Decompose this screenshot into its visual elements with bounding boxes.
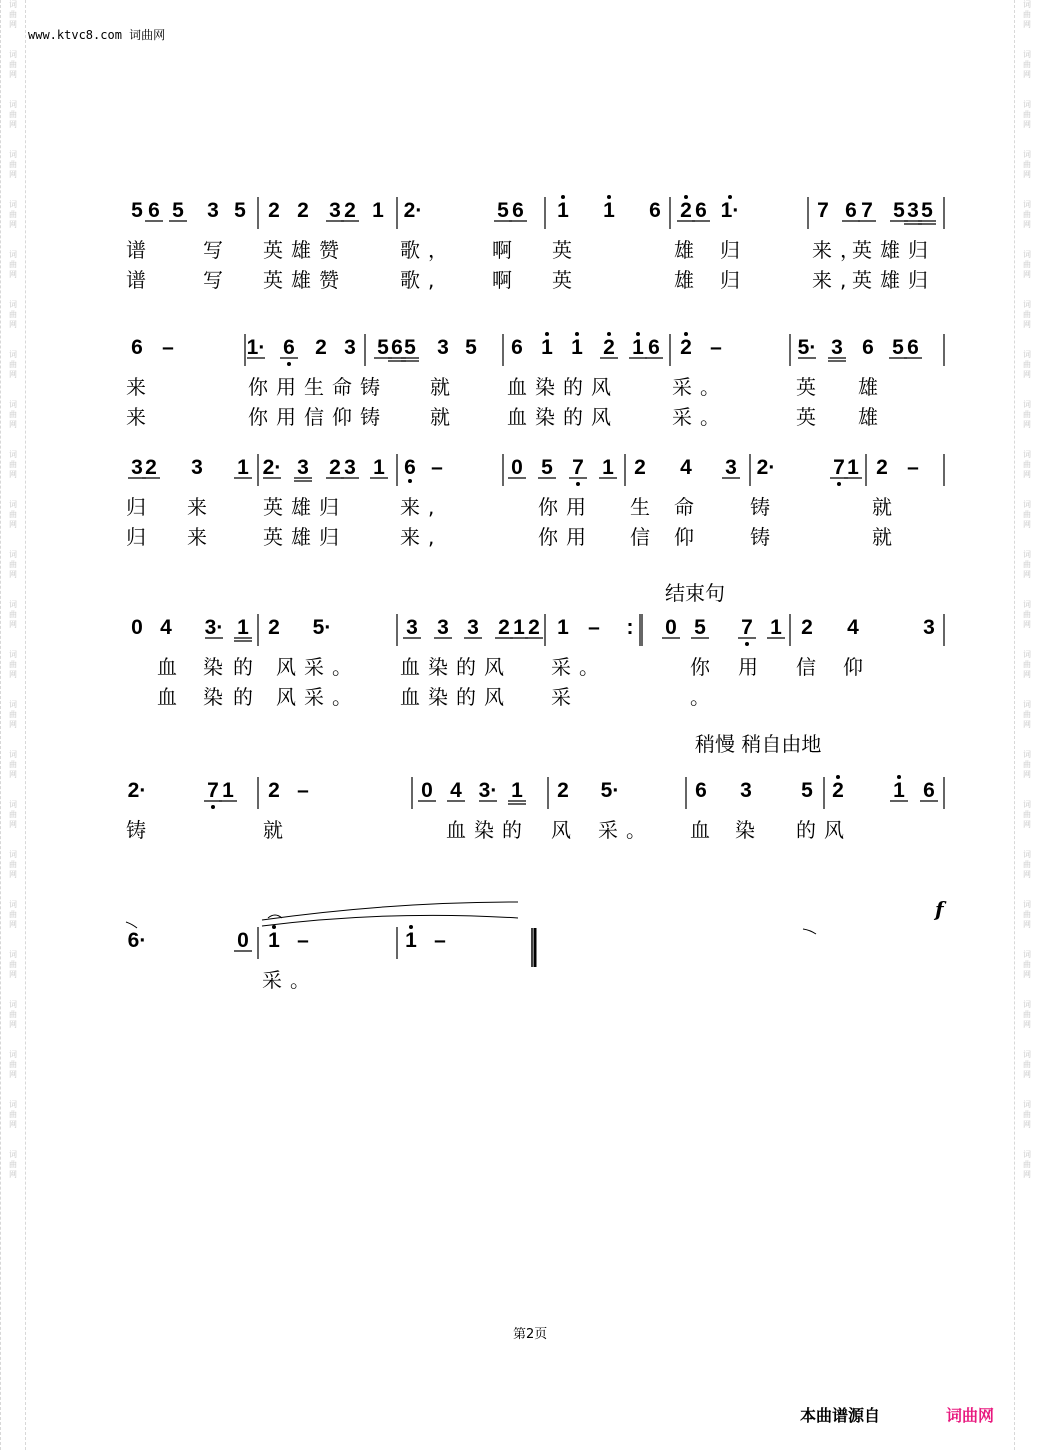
note: 0 bbox=[421, 779, 433, 802]
lyric-word: 风 bbox=[551, 818, 571, 842]
lyric-word: 血染的风 bbox=[400, 685, 512, 709]
site-name: 词曲网 bbox=[129, 28, 166, 42]
note: 2 bbox=[832, 779, 844, 802]
lyric-word: 英雄归 bbox=[852, 238, 936, 262]
note: 3 bbox=[923, 616, 935, 639]
lyric-word: 仰 bbox=[674, 525, 694, 549]
note: 3 bbox=[437, 336, 449, 359]
lyric-word: 血 bbox=[690, 818, 710, 842]
page-number: 第2页 bbox=[513, 1327, 548, 1342]
lyric-word: 英 bbox=[796, 405, 816, 429]
note: 2 bbox=[145, 456, 157, 479]
note: 5 bbox=[694, 616, 706, 639]
lyric-word: 来 bbox=[187, 495, 207, 519]
lyric-word: 血染的风 bbox=[400, 655, 512, 679]
note: 5· bbox=[600, 779, 620, 802]
note: 1 bbox=[603, 199, 615, 222]
lyric-word: 用 bbox=[738, 655, 758, 679]
footer-brand-link[interactable]: 词曲网 bbox=[946, 1406, 995, 1425]
lyric-word: 歌， bbox=[400, 238, 456, 262]
note: 1 bbox=[511, 779, 523, 802]
note: – bbox=[297, 929, 309, 952]
note: 4 bbox=[160, 616, 172, 639]
lyric-word: 采。 bbox=[598, 818, 654, 842]
note: 7 bbox=[861, 199, 873, 222]
note: 5 bbox=[801, 779, 813, 802]
note: 2 bbox=[528, 616, 540, 639]
lyric-word: 归 bbox=[126, 525, 146, 549]
note: 5 bbox=[892, 336, 904, 359]
lyric-word: 归 bbox=[720, 238, 740, 262]
note: 2 bbox=[634, 456, 646, 479]
note: 2· bbox=[262, 456, 282, 479]
lyric-word: 英雄归 bbox=[852, 268, 936, 292]
note: 1· bbox=[246, 336, 266, 359]
note: 3 bbox=[297, 456, 309, 479]
note: 3 bbox=[725, 456, 737, 479]
lyric-word: 雄 bbox=[858, 405, 878, 429]
note: 0 bbox=[131, 616, 143, 639]
lyric-word: 生 bbox=[630, 495, 650, 519]
lyric-word: 血 bbox=[157, 685, 177, 709]
note: 3 bbox=[191, 456, 203, 479]
note: 7 bbox=[833, 456, 845, 479]
lyric-word: 雄 bbox=[674, 238, 694, 262]
note: 3 bbox=[831, 336, 843, 359]
lyric-word: 的 bbox=[233, 655, 253, 679]
lyric-word: 来 bbox=[187, 525, 207, 549]
note: 5· bbox=[312, 616, 332, 639]
lyric-word: 啊 bbox=[492, 268, 512, 292]
note: 2 bbox=[801, 616, 813, 639]
note: 5 bbox=[234, 199, 246, 222]
note: 0 bbox=[237, 929, 249, 952]
lyric-word: 采。 bbox=[551, 655, 607, 679]
note: 5 bbox=[172, 199, 184, 222]
note: 1 bbox=[237, 456, 249, 479]
note: 3· bbox=[204, 616, 224, 639]
footer-source-label: 本曲谱源自 bbox=[800, 1406, 881, 1425]
note: 1 bbox=[541, 336, 553, 359]
lyric-word: 血染的风 bbox=[507, 405, 619, 429]
note: 0 bbox=[665, 616, 677, 639]
lyric-word: 染 bbox=[735, 818, 755, 842]
lyric-word: 英雄归 bbox=[263, 525, 347, 549]
lyric-word: 雄 bbox=[858, 375, 878, 399]
note: 1 bbox=[602, 456, 614, 479]
note: 6 bbox=[862, 336, 874, 359]
note: 1 bbox=[632, 336, 644, 359]
lyric-word: 信 bbox=[630, 525, 650, 549]
lyric-word: 英 bbox=[796, 375, 816, 399]
note: 6 bbox=[695, 779, 707, 802]
note: 6 bbox=[391, 336, 403, 359]
note: 6 bbox=[845, 199, 857, 222]
note: 2 bbox=[680, 199, 692, 222]
note: 3 bbox=[344, 456, 356, 479]
note: 7 bbox=[741, 616, 753, 639]
lyric-word: 来， bbox=[812, 238, 868, 262]
note: 0 bbox=[511, 456, 523, 479]
lyric-word: 就 bbox=[263, 818, 283, 842]
note: 3 bbox=[437, 616, 449, 639]
note: – bbox=[434, 929, 446, 952]
lyric-word: 你用信仰铸 bbox=[248, 405, 388, 429]
note: 5 bbox=[893, 199, 905, 222]
lyric-word: 你用 bbox=[538, 495, 594, 519]
note: – bbox=[297, 779, 309, 802]
note: 2 bbox=[876, 456, 888, 479]
lyric-word: 啊 bbox=[492, 238, 512, 262]
lyric-word: 就 bbox=[872, 495, 892, 519]
note: 3 bbox=[207, 199, 219, 222]
note: 1 bbox=[513, 616, 525, 639]
note: 2 bbox=[268, 779, 280, 802]
note: 2 bbox=[680, 336, 692, 359]
lyric-word: 的 bbox=[233, 685, 253, 709]
lyric-word: 来, bbox=[812, 268, 855, 292]
lyric-word: 信 bbox=[796, 655, 816, 679]
note: 5 bbox=[465, 336, 477, 359]
note: – bbox=[162, 336, 174, 359]
note: – bbox=[588, 616, 600, 639]
lyric-word: 归 bbox=[126, 495, 146, 519]
lyric-word: 。 bbox=[690, 685, 710, 709]
note: : bbox=[626, 616, 634, 639]
lyric-word: 铸 bbox=[750, 525, 770, 549]
note: 1 bbox=[557, 199, 569, 222]
lyric-word: 歌, bbox=[400, 268, 443, 292]
note: 2· bbox=[403, 199, 423, 222]
note: 2 bbox=[344, 199, 356, 222]
note: 5 bbox=[497, 199, 509, 222]
note: 2 bbox=[603, 336, 615, 359]
lyric-word: 风采。 bbox=[276, 685, 360, 709]
lyric-word: 的风 bbox=[796, 818, 852, 842]
lyric-word: 你 bbox=[690, 655, 710, 679]
note: 6 bbox=[695, 199, 707, 222]
note: 5 bbox=[377, 336, 389, 359]
lyric-word: 铸 bbox=[126, 818, 146, 842]
lyric-word: 采。 bbox=[672, 375, 728, 399]
lyric-word: 铸 bbox=[750, 495, 770, 519]
note: 6 bbox=[283, 336, 295, 359]
note: 4 bbox=[847, 616, 859, 639]
note: 5· bbox=[797, 336, 817, 359]
lyric-word: 英雄赞 bbox=[263, 268, 347, 292]
note: 6· bbox=[127, 929, 147, 952]
lyric-word: 就 bbox=[872, 525, 892, 549]
note: 1 bbox=[557, 616, 569, 639]
note: 3 bbox=[329, 199, 341, 222]
lyric-word: 风采。 bbox=[276, 655, 360, 679]
site-url[interactable]: www.ktvc8.com bbox=[28, 28, 122, 42]
note: 4 bbox=[680, 456, 692, 479]
note: 1 bbox=[373, 456, 385, 479]
note: 6 bbox=[404, 456, 416, 479]
note: 1 bbox=[770, 616, 782, 639]
note: 3 bbox=[740, 779, 752, 802]
lyric-word: 英雄归 bbox=[263, 495, 347, 519]
note: – bbox=[710, 336, 722, 359]
note: 2· bbox=[127, 779, 147, 802]
lyric-word: 就 bbox=[430, 375, 450, 399]
lyric-word: 染 bbox=[203, 685, 223, 709]
note: 6 bbox=[512, 199, 524, 222]
note: 7 bbox=[207, 779, 219, 802]
note: 5 bbox=[131, 199, 143, 222]
note: 1 bbox=[268, 929, 280, 952]
tempo-marking: 稍慢 稍自由地 bbox=[695, 732, 822, 756]
lyric-word: 英 bbox=[552, 268, 572, 292]
note: 6 bbox=[649, 199, 661, 222]
lyric-word: 来 bbox=[126, 405, 146, 429]
note: 3 bbox=[467, 616, 479, 639]
note: 5 bbox=[404, 336, 416, 359]
note: 2 bbox=[498, 616, 510, 639]
lyric-word: 归 bbox=[720, 268, 740, 292]
lyric-word: 血 bbox=[157, 655, 177, 679]
note: 6 bbox=[648, 336, 660, 359]
note: 4 bbox=[450, 779, 462, 802]
lyric-word: 你用 bbox=[538, 525, 594, 549]
lyric-word: 采 bbox=[551, 685, 571, 709]
lyric-word: 写 bbox=[203, 268, 223, 292]
note: 6 bbox=[907, 336, 919, 359]
note: – bbox=[907, 456, 919, 479]
note: 6 bbox=[148, 199, 160, 222]
note: 3· bbox=[478, 779, 498, 802]
lyric-word: 英雄赞 bbox=[263, 238, 347, 262]
right-watermark-strip: 词 曲 网 词 曲 网 词 曲 网 词 曲 网 词 曲 网 词 曲 网 词 曲 网 词 曲 网 词 曲 网 词 曲 网 词 曲 网 词 曲 网 词 曲 网 词 曲 网 词 曲 网 词 曲 网 词 曲 网 词 曲 网 词 曲 网 词 曲 网 词 曲 网 词 曲 网 词 曲 网 词 曲 网 bbox=[1014, 0, 1039, 1450]
lyric-word: 采。 bbox=[672, 405, 728, 429]
dynamic-marking: f bbox=[935, 897, 944, 921]
note: 2 bbox=[557, 779, 569, 802]
note: 3 bbox=[907, 199, 919, 222]
lyric-word: 仰 bbox=[843, 655, 863, 679]
note: 2 bbox=[268, 199, 280, 222]
lyric-word: 雄 bbox=[674, 268, 694, 292]
note: 6 bbox=[923, 779, 935, 802]
lyric-word: 来, bbox=[400, 525, 443, 549]
note: 5 bbox=[921, 199, 933, 222]
note: 2 bbox=[315, 336, 327, 359]
ending-phrase-label: 结束句 bbox=[665, 581, 725, 605]
note: 3 bbox=[131, 456, 143, 479]
note: 1· bbox=[720, 199, 740, 222]
note: 2 bbox=[297, 199, 309, 222]
note: – bbox=[431, 456, 443, 479]
note: 1 bbox=[405, 929, 417, 952]
note: 1 bbox=[571, 336, 583, 359]
left-watermark-strip: 词 曲 网 词 曲 网 词 曲 网 词 曲 网 词 曲 网 词 曲 网 词 曲 网 词 曲 网 词 曲 网 词 曲 网 词 曲 网 词 曲 网 词 曲 网 词 曲 网 词 曲 网 词 曲 网 词 曲 网 词 曲 网 词 曲 网 词 曲 网 词 曲 网 词 曲 网 词 曲 网 词 曲 网 bbox=[0, 0, 26, 1450]
lyric-word: 英 bbox=[552, 238, 572, 262]
lyric-word: 来 bbox=[126, 375, 146, 399]
note: 2· bbox=[756, 456, 776, 479]
lyric-word: 谱 bbox=[126, 268, 146, 292]
lyric-word: 你用生命铸 bbox=[248, 375, 388, 399]
note: 7 bbox=[817, 199, 829, 222]
lyric-word: 就 bbox=[430, 405, 450, 429]
note: 6 bbox=[131, 336, 143, 359]
note: 6 bbox=[511, 336, 523, 359]
note: 3 bbox=[344, 336, 356, 359]
note: 2 bbox=[268, 616, 280, 639]
note: 5 bbox=[541, 456, 553, 479]
lyric-word: 血染的 bbox=[446, 818, 530, 842]
note: 7 bbox=[572, 456, 584, 479]
lyric-word: 谱 bbox=[126, 238, 146, 262]
lyric-word: 血染的风 bbox=[507, 375, 619, 399]
note: 1 bbox=[893, 779, 905, 802]
note: 3 bbox=[406, 616, 418, 639]
lyric-word: 写 bbox=[203, 238, 223, 262]
lyric-word: 染 bbox=[203, 655, 223, 679]
note: 1 bbox=[237, 616, 249, 639]
lyric-word: 命 bbox=[674, 495, 694, 519]
lyric-word: 采。 bbox=[262, 968, 318, 992]
note: 1 bbox=[222, 779, 234, 802]
lyric-word: 来, bbox=[400, 495, 443, 519]
note: 1 bbox=[847, 456, 859, 479]
note: 2 bbox=[329, 456, 341, 479]
note: 1 bbox=[372, 199, 384, 222]
